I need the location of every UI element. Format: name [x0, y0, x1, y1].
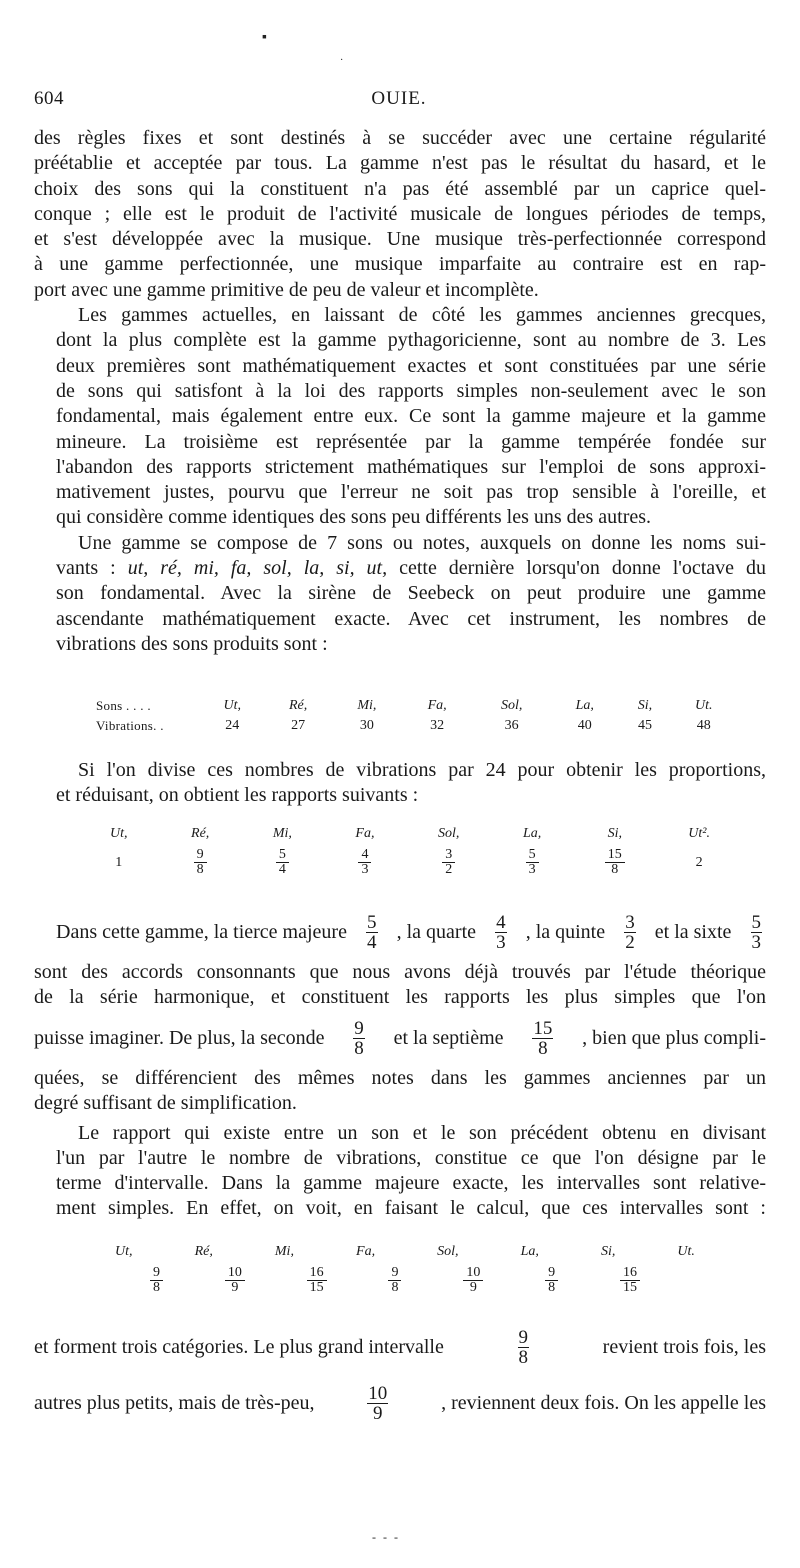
table-cell: 48 [696, 718, 711, 733]
text-line: l'abandon des rapports strictement mathématiques sur l'emploi de sons approxi- [56, 455, 766, 478]
ratio-column [273, 826, 292, 877]
table-row [96, 696, 736, 716]
fraction [388, 1266, 401, 1295]
denominator: 8 [391, 1280, 399, 1295]
text-fragment: autres plus petits, mais de très-peu, [34, 1391, 315, 1414]
denominator: 8 [611, 862, 619, 877]
text-line: fondamental, mais également entre eux. Ce sont la gamme majeure et la gamme [56, 405, 766, 428]
table-cell: 45 [637, 718, 652, 733]
paragraph-3 [34, 531, 766, 657]
text-fragment: et forment trois catégories. Le plus grand intervalle [34, 1335, 444, 1358]
text-line: conque ; elle est le produit de l'activité musicale de longues périodes de temps, [34, 202, 766, 225]
text-line: deux premières sont mathématiquement exactes et sont constituées par une série [56, 354, 766, 377]
text-fragment: , la quinte [525, 920, 606, 943]
note-label: Sol, [437, 1244, 459, 1259]
text-fragment: et la septième [393, 1026, 504, 1049]
intervals-block [115, 1244, 695, 1260]
running-header [34, 88, 764, 118]
fraction [624, 913, 636, 952]
denominator: 2 [445, 862, 453, 877]
denominator: 3 [751, 931, 761, 953]
ratio-column [110, 826, 128, 877]
ratio-value: 2 [695, 855, 703, 870]
numerator: 10 [225, 1266, 245, 1281]
ratio-column [523, 826, 541, 877]
paragraph-5-math-line [34, 910, 766, 954]
denominator: 8 [196, 862, 204, 877]
numerator: 16 [307, 1266, 327, 1281]
fraction [358, 848, 371, 877]
running-title: OUIE. [371, 88, 427, 109]
note-label: Ut, [110, 826, 128, 841]
numerator: 9 [518, 1326, 529, 1348]
denominator: 9 [469, 1280, 477, 1295]
note-label: Ut, [115, 1244, 133, 1259]
text-line: choix des sons qui la constituent n'a pas été assemblé par un caprice quel- [34, 177, 766, 200]
note-label: Ré, [191, 826, 210, 841]
table-cell: 30 [359, 718, 374, 733]
numerator: 5 [276, 848, 289, 863]
denominator: 2 [625, 931, 635, 953]
text-fragment: vants : [56, 557, 116, 580]
ratio-column [191, 826, 209, 877]
denominator: 15 [622, 1280, 637, 1295]
fraction [532, 1019, 553, 1058]
paragraph-5-end [34, 1066, 766, 1222]
fraction [276, 848, 289, 877]
text-line: port avec une gamme primitive de peu de valeur et incomplète. [34, 278, 539, 301]
numerator: 9 [388, 1266, 401, 1281]
body-text-top [34, 126, 766, 657]
table-cell: Ut, [223, 698, 241, 713]
denominator: 8 [548, 1280, 556, 1295]
ratio-value: 1 [115, 855, 123, 870]
table-cell: 24 [225, 718, 240, 733]
text-fragment: cette dernière lorsqu'on donne l'octave du [399, 557, 767, 580]
note-label: La, [522, 826, 542, 841]
text-line: Les gammes actuelles, en laissant de côté les gammes anciennes grecques, [78, 304, 766, 327]
table-cell: 32 [430, 718, 445, 733]
text-line: l'un par l'autre le nombre de vibrations, constitue ce que l'on désigne par le [56, 1146, 766, 1169]
row-label: Vibrations. . [96, 718, 164, 733]
table-cell: 40 [577, 718, 592, 733]
ratio-column [355, 826, 374, 877]
text-fragment: Dans cette gamme, la tierce majeure [56, 920, 347, 943]
denominator: 3 [496, 931, 506, 953]
text-line: qui considère comme identiques des sons peu différents les uns des autres. [56, 506, 652, 529]
paragraph-6 [34, 1121, 766, 1222]
ratio-column [438, 826, 459, 877]
denominator: 9 [231, 1280, 239, 1295]
note-label: Mi, [274, 1244, 294, 1259]
table-cell: Sol, [500, 698, 523, 713]
numerator: 10 [368, 1382, 388, 1404]
numerator: 16 [620, 1266, 640, 1281]
fraction [442, 848, 455, 877]
denominator: 3 [361, 862, 369, 877]
text-line: vibrations des sons produits sont : [56, 632, 328, 655]
fraction [495, 913, 507, 952]
fraction [225, 1266, 245, 1295]
paragraph-4 [34, 758, 766, 809]
numerator: 15 [533, 1017, 553, 1039]
numerator: 9 [194, 848, 207, 863]
denominator: 8 [354, 1037, 364, 1059]
table-cell: 36 [504, 718, 519, 733]
paragraph-7-line-1 [34, 1324, 766, 1370]
denominator: 8 [153, 1280, 160, 1295]
denominator: 8 [518, 1346, 529, 1368]
text-fragment: revient trois fois, les [602, 1335, 766, 1358]
paragraph-7-line-2 [34, 1380, 766, 1426]
numerator: 4 [358, 848, 371, 863]
denominator: 9 [373, 1402, 383, 1424]
fraction [526, 848, 539, 877]
table-cell: 27 [291, 718, 306, 733]
numerator: 15 [605, 848, 625, 863]
text-fragment: , bien que plus compli- [582, 1026, 766, 1049]
numerator: 5 [526, 848, 539, 863]
denominator: 3 [528, 862, 536, 877]
page-number: 604 [34, 88, 64, 109]
note-label: Sol, [438, 826, 460, 841]
paragraph-1 [34, 126, 766, 303]
numerator: 4 [496, 911, 506, 933]
ratio-column [688, 826, 710, 877]
paragraph-2 [34, 303, 766, 531]
text-line: Si l'on divise ces nombres de vibrations par 24 pour obtenir les proportions, [78, 759, 766, 781]
text-line: et réduisant, on obtient les rapports suivants : [56, 784, 419, 807]
note-label: Ut. [677, 1244, 695, 1259]
numerator: 3 [625, 911, 635, 933]
text-line: Une gamme se compose de 7 sons ou notes, auxquels on donne les noms sui- [78, 531, 766, 554]
note-label: La, [520, 1244, 539, 1259]
fraction [751, 913, 763, 952]
ratio-column [605, 826, 625, 877]
numerator: 9 [354, 1017, 364, 1039]
scan-speck: ▪ [262, 30, 267, 45]
fraction [194, 848, 207, 877]
table-cell: La, [575, 698, 594, 713]
numerator: 9 [545, 1266, 558, 1281]
numerator: 10 [463, 1266, 483, 1281]
fraction [353, 1019, 365, 1058]
numerator: 9 [150, 1266, 163, 1281]
text-fragment: , reviennent deux fois. On les appelle les [441, 1391, 766, 1414]
fraction [463, 1266, 483, 1295]
note-label: Fa, [356, 1244, 376, 1259]
text-line: ment simples. En effet, on voit, en faisant le calcul, que ces intervalles sont : [56, 1197, 766, 1220]
fraction [620, 1266, 640, 1295]
interval-fractions [150, 1266, 640, 1295]
numerator: 5 [367, 911, 377, 933]
scan-speck: · [340, 55, 344, 66]
denominator: 4 [278, 862, 286, 877]
table-cell: Ut. [694, 698, 713, 713]
denominator: 4 [367, 931, 377, 953]
text-line: à une gamme perfectionnée, une musique imparfaite au contraire est en rap- [34, 253, 766, 276]
table-cell: Ré, [288, 698, 308, 713]
row-label: Sons . . . . [96, 698, 151, 713]
text-fragment: , la quarte [396, 920, 477, 943]
footer-mark: - - - [372, 1530, 400, 1544]
text-line: degré suffisant de simplification. [34, 1092, 297, 1115]
fraction [367, 1384, 388, 1423]
vibrations-table [96, 696, 736, 736]
table-cell: Si, [637, 698, 653, 713]
fraction [545, 1266, 558, 1295]
table-cell: Mi, [357, 698, 377, 713]
denominator: 15 [309, 1280, 324, 1295]
text-fragment: et la sixte [654, 920, 732, 943]
note-label: Ut². [688, 826, 710, 841]
text-line: des règles fixes et sont destinés à se succéder avec une certaine régularité [34, 127, 766, 149]
note-label: Si, [607, 826, 622, 841]
table-row [96, 716, 736, 736]
note-names: ut, ré, mi, fa, sol, la, si, ut, [127, 557, 388, 580]
text-line: mineure. La troisième est représentée par la gamme tempérée fondée sur [56, 430, 766, 453]
fraction [150, 1266, 163, 1295]
text-line: de la série harmonique, et constituent les rapports les plus simples que l'on [34, 986, 766, 1009]
table-cell: Fa, [427, 698, 447, 713]
fraction [307, 1266, 327, 1295]
text-line: son fondamental. Avec la sirène de Seebeck on peut produire une gamme [56, 582, 766, 605]
note-label: Mi, [272, 826, 292, 841]
text-line [34, 556, 766, 581]
fraction [518, 1328, 530, 1367]
text-line: Le rapport qui existe entre un son et le son précédent obtenu en divisant [78, 1121, 766, 1144]
fraction [605, 848, 625, 877]
paragraph-5-math-line-2 [34, 1016, 766, 1060]
text-line: dont la plus complète est la gamme pythagoricienne, sont au nombre de 3. Les [56, 329, 766, 352]
note-label: Si, [600, 1244, 616, 1259]
text-line: quées, se différencient des mêmes notes dans les gammes anciennes par un [34, 1067, 766, 1089]
note-label: Fa, [355, 826, 375, 841]
text-line: terme d'intervalle. Dans la gamme majeure exacte, les intervalles sont relative- [56, 1172, 766, 1195]
ratios-block [110, 826, 710, 877]
text-fragment: puisse imaginer. De plus, la seconde [34, 1026, 325, 1049]
text-line: préétablie et acceptée par tous. La gamme n'est pas le résultat du hasard, et le [34, 152, 766, 175]
text-line: de sons qui satisfont à la loi des rapports simples non-seulement avec le son [56, 379, 766, 402]
fraction [366, 913, 378, 952]
numerator: 3 [442, 848, 455, 863]
text-line: sont des accords consonnants que nous avons déjà trouvés par l'étude théorique [34, 961, 766, 983]
text-line: ascendante mathématiquement exacte. Avec cet instrument, les nombres de [56, 607, 766, 630]
text-line: et s'est développée avec la musique. Une musique très-perfectionnée correspond [34, 228, 766, 251]
denominator: 8 [538, 1037, 548, 1059]
paragraph-5-body [34, 960, 766, 1011]
note-label: Ré, [194, 1244, 213, 1259]
text-line: mativement justes, pourvu que l'erreur ne soit pas trop sensible à l'oreille, et [56, 481, 766, 504]
numerator: 5 [751, 911, 761, 933]
